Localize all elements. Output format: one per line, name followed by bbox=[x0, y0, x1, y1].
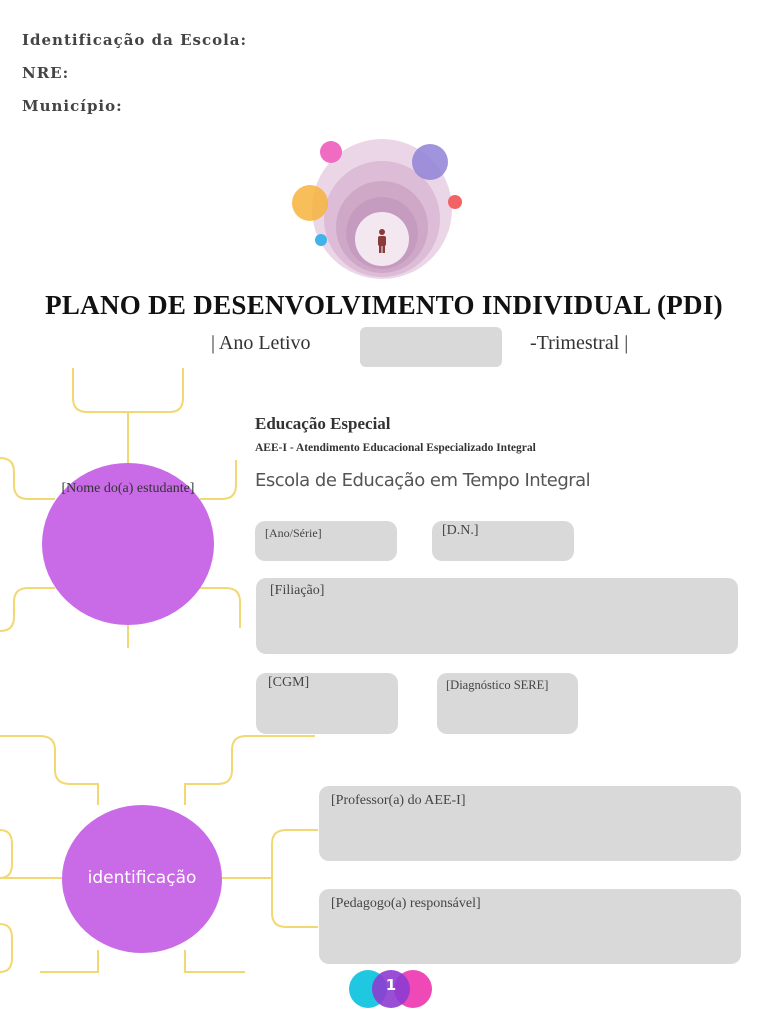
nre-label: NRE: bbox=[22, 64, 70, 82]
dn-label: [D.N.] bbox=[442, 523, 479, 538]
identificacao-label: identificação bbox=[87, 868, 197, 888]
diagnostico-label: [Diagnóstico SERE] bbox=[446, 678, 549, 692]
student-name-label[interactable]: [Nome do(a) estudante] bbox=[61, 481, 195, 496]
section-heading: Educação Especial bbox=[255, 414, 391, 433]
cgm-field[interactable] bbox=[256, 673, 398, 734]
school-identification-label: Identificação da Escola: bbox=[22, 31, 248, 49]
ano-serie-label: [Ano/Série] bbox=[265, 526, 322, 540]
professor-label: [Professor(a) do AEE-I] bbox=[331, 793, 466, 808]
ano-letivo-label: | Ano Letivo bbox=[211, 332, 311, 354]
diagnostico-field[interactable] bbox=[437, 673, 578, 734]
pedagogo-field[interactable] bbox=[319, 889, 741, 964]
school-type: Escola de Educação em Tempo Integral bbox=[255, 470, 591, 491]
page-number: 1 bbox=[385, 976, 397, 994]
filiacao-label: [Filiação] bbox=[270, 583, 325, 598]
pedagogo-label: [Pedagogo(a) responsável] bbox=[331, 896, 481, 911]
ano-serie-field[interactable] bbox=[255, 521, 397, 561]
dn-field[interactable] bbox=[432, 521, 574, 561]
filiacao-field[interactable] bbox=[256, 578, 738, 654]
municipio-label: Município: bbox=[22, 97, 123, 115]
trimestral-label: -Trimestral | bbox=[530, 332, 629, 354]
cgm-label: [CGM] bbox=[268, 675, 310, 690]
page-title: PLANO DE DESENVOLVIMENTO INDIVIDUAL (PDI) bbox=[45, 290, 723, 320]
section-subheading: AEE-I - Atendimento Educacional Especializado Integral bbox=[255, 442, 536, 454]
professor-field[interactable] bbox=[319, 786, 741, 861]
